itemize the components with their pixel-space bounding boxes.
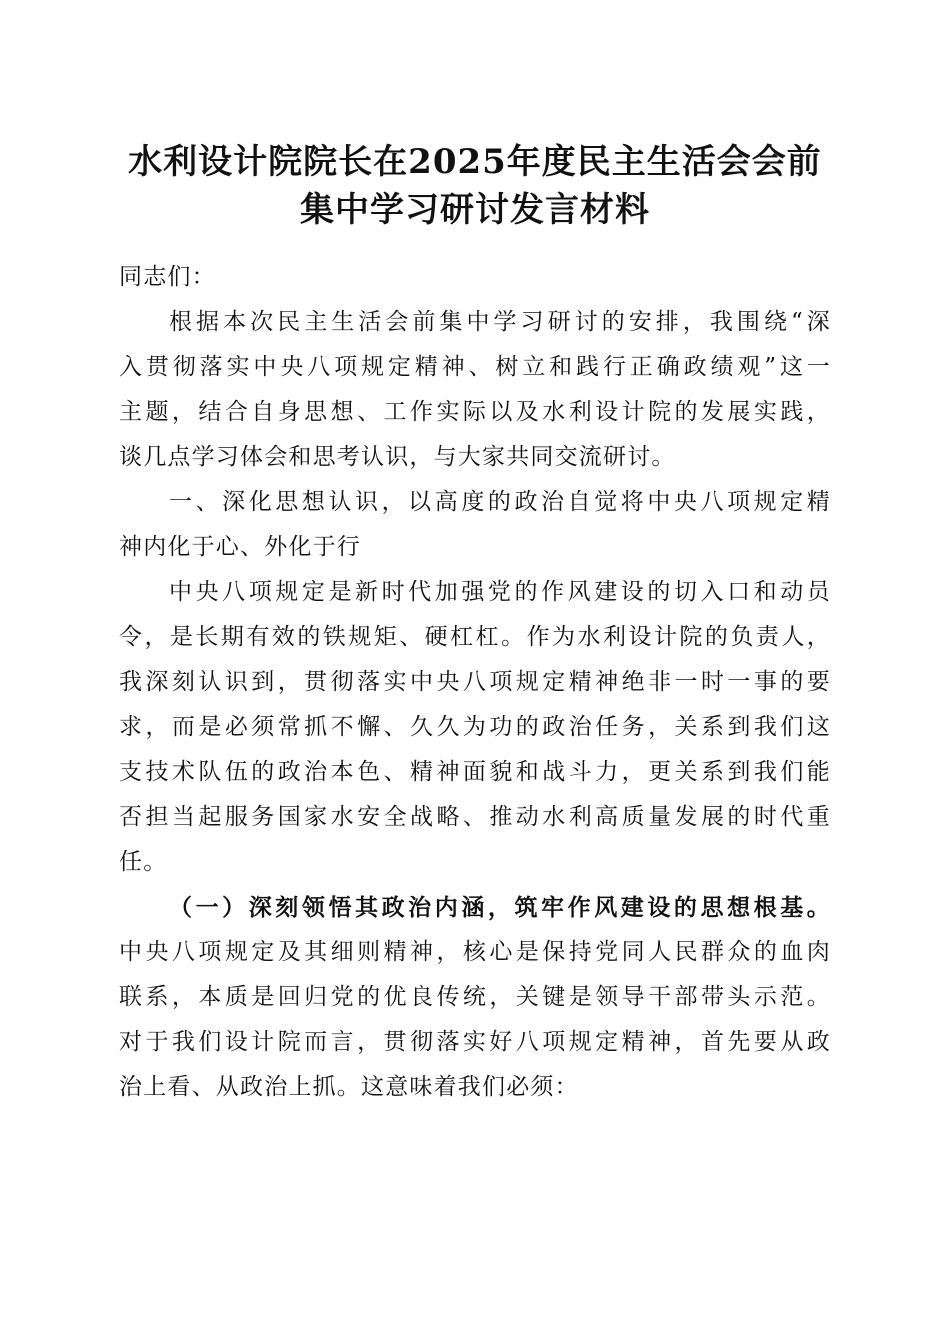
intro-line: 主题，结合自身思想、工作实际以及水利设计院的发展实践， (119, 399, 831, 425)
title-line-1: 水利设计院院长在2025年度民主生活会会前 (128, 142, 822, 182)
subsection-heading: （一）深刻领悟其政治内涵，筑牢作风建设的思想根基。 (169, 894, 831, 921)
paragraph-line: 令，是长期有效的铁规矩、硬杠杠。作为水利设计院的负责人， (119, 624, 831, 650)
paragraph-line: 对于我们设计院而言，贯彻落实好八项规定精神，首先要从政 (119, 1029, 831, 1055)
intro-line: 根据本次民主生活会前集中学习研讨的安排，我围绕“深 (169, 309, 831, 335)
section-heading: 一、深化思想认识，以高度的政治自觉将中央八项规定精 (169, 489, 831, 515)
paragraph-line: 中央八项规定及其细则精神，核心是保持党同人民群众的血肉 (119, 939, 831, 965)
paragraph-line: 治上看、从政治上抓。这意味着我们必须： (119, 1074, 579, 1100)
paragraph-line: 联系，本质是回归党的优良传统，关键是领导干部带头示范。 (119, 984, 831, 1010)
section-heading: 神内化于心、外化于行 (119, 534, 361, 560)
document-body (119, 255, 831, 1110)
paragraph-line: 求，而是必须常抓不懈、久久为功的政治任务，关系到我们这 (119, 714, 831, 740)
salutation: 同志们： (119, 264, 216, 290)
paragraph-line: 支技术队伍的政治本色、精神面貌和战斗力，更关系到我们能 (119, 759, 831, 785)
paragraph-line: 任。 (119, 849, 168, 875)
intro-line: 入贯彻落实中央八项规定精神、树立和践行正确政绩观”这一 (119, 354, 831, 380)
document-title (110, 138, 840, 234)
paragraph-line: 否担当起服务国家水安全战略、推动水利高质量发展的时代重 (119, 804, 831, 830)
intro-line: 谈几点学习体会和思考认识，与大家共同交流研讨。 (119, 444, 676, 470)
title-line-2: 集中学习研讨发言材料 (300, 190, 650, 230)
paragraph-line: 中央八项规定是新时代加强党的作风建设的切入口和动员 (169, 579, 831, 605)
paragraph-line: 我深刻认识到，贯彻落实中央八项规定精神绝非一时一事的要 (119, 669, 831, 695)
